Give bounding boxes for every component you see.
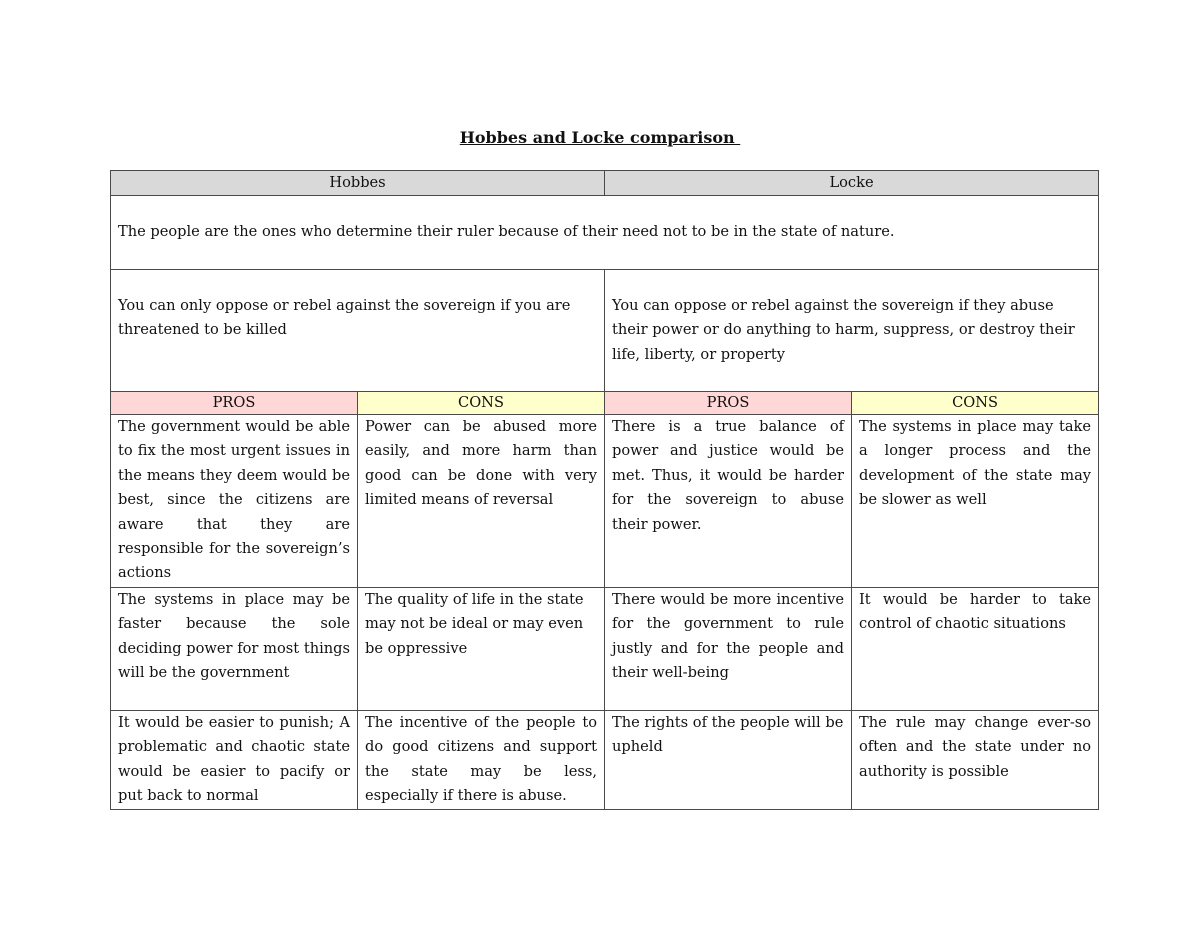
hobbes-pro-cell: It would be easier to punish; A problematic and chaotic state would be easier to pacify or put back to normal	[111, 711, 358, 810]
hobbes-con-cell: The incentive of the people to do good citizens and support the state may be less, especially if there is abuse.	[358, 711, 605, 810]
locke-opposition-cell	[605, 270, 1099, 392]
locke-con-cell: The systems in place may take a longer process and the development of the state may be slower as well	[852, 415, 1099, 588]
hobbes-opposition-cell	[111, 270, 605, 392]
locke-header: Locke	[605, 171, 1099, 196]
hobbes-header: Hobbes	[111, 171, 605, 196]
shared-statement: The people are the ones who determine their ruler because of their need not to be in the state of nature.	[111, 196, 1099, 270]
locke-pro-cell: The rights of the people will be upheld	[605, 711, 852, 810]
hobbes-con-cell: Power can be abused more easily, and more harm than good can be done with very limited means of reversal	[358, 415, 605, 588]
pros-cons-header-row	[111, 392, 1099, 415]
hobbes-pro-cell: The systems in place may be faster because the sole deciding power for most things will be the government	[111, 588, 358, 711]
locke-opposition-text: You can oppose or rebel against the sovereign if they abuse their power or do anything to harm, suppress, or destroy their life, liberty, or property	[612, 297, 1075, 363]
shared-statement-row	[111, 196, 1099, 270]
table-row	[111, 588, 1099, 711]
locke-con-cell: The rule may change ever-so often and the state under no authority is possible	[852, 711, 1099, 810]
hobbes-cons-header: CONS	[358, 392, 605, 415]
opposition-row	[111, 270, 1099, 392]
table-row	[111, 415, 1099, 588]
comparison-table	[110, 170, 1099, 810]
hobbes-opposition-text: You can only oppose or rebel against the sovereign if you are threatened to be killed	[118, 297, 571, 339]
locke-cons-header: CONS	[852, 392, 1099, 415]
document-title: Hobbes and Locke comparison	[459, 128, 741, 147]
locke-pro-cell: There would be more incentive for the government to rule justly and for the people and their well-being	[605, 588, 852, 711]
locke-pros-header: PROS	[605, 392, 852, 415]
hobbes-pro-cell: The government would be able to fix the most urgent issues in the means they deem would be best, since the citizens are aware that they are responsible for the sovereign’s actions	[111, 415, 358, 588]
table-row	[111, 711, 1099, 810]
hobbes-pros-header: PROS	[111, 392, 358, 415]
hobbes-con-cell: The quality of life in the state may not be ideal or may even be oppressive	[358, 588, 605, 711]
locke-pro-cell: There is a true balance of power and justice would be met. Thus, it would be harder for the sovereign to abuse their power.	[605, 415, 852, 588]
locke-con-cell: It would be harder to take control of chaotic situations	[852, 588, 1099, 711]
header-row	[111, 171, 1099, 196]
